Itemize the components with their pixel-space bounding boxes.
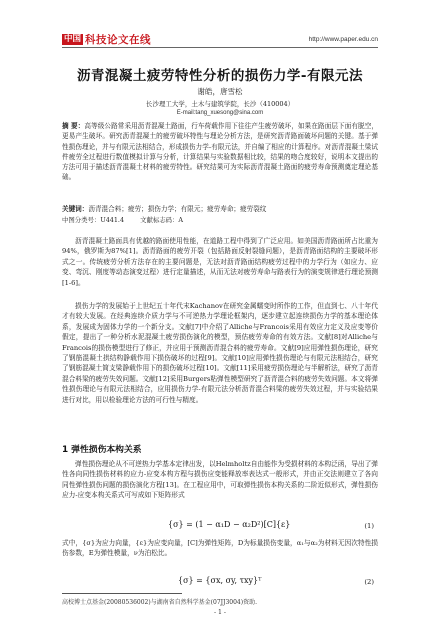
page-number: - 1 - xyxy=(213,609,227,616)
equation-2: {σ} = {σx, σy, τxy}ᵀ xyxy=(178,576,262,585)
paper-authors: 谢皓，唐雪松 xyxy=(197,87,243,96)
abstract-text: 高等级公路常采用沥青混凝土路面，行车荷载作用下往往产生疲劳破坏，如果在路面层下面有脱空，更易产生破坏。研究沥青混凝土的疲劳破坏特性与理论分析方法，是研究沥青路面破坏问题的关键。基于弹性损伤理论，并与有限元法相结合，形成损伤力学-有限元法，并自编了相应的计算程序。对沥青混凝土梁试件疲劳全过程进行数值模拟计算与分析，计算结果与实验数据相比较，结果的吻合度较好，说明本文提出的方法可用于描述沥青混凝土材料的疲劳特性。研究结果可为实际沥青混凝土路面的疲劳寿命预测奠定理论基础。 xyxy=(62,122,379,182)
equation-1: {σ} = (1 − α₁D − α₂D²)[C]{ε} xyxy=(168,520,291,529)
abstract-block xyxy=(62,121,378,183)
keywords-block xyxy=(62,204,378,214)
equation-1-number: (1) xyxy=(364,522,374,530)
page-header xyxy=(0,0,440,50)
header-divider xyxy=(62,47,378,48)
logo-title: 科技论文在线 xyxy=(85,33,152,46)
paper-affiliation: 长沙理工大学，土木与建筑学院，长沙（410004） xyxy=(145,100,295,108)
section-heading: 1 弹性损伤本构关系 xyxy=(62,445,142,455)
site-logo[interactable] xyxy=(62,33,151,45)
footnote-divider xyxy=(62,593,182,594)
equation-2-number: (2) xyxy=(364,578,374,586)
site-url-link[interactable]: http://www.paper.edu.cn xyxy=(308,36,378,43)
section-paragraph-1: 弹性损伤理论从不可逆热力学基本定律出发，以Helmholtz自由能作为受损材料的本构泛函，导出了弹性各向同性损伤材料的应力-应变本构方程与损伤应变能释放率表达式一般形式，并由正交法则建立了各向同性弹性损伤问题的损伤演化方程[13]。在工程应用中，可取弹性损伤本构关系的二阶近似形式，弹性损伤应力-应变本构关系式可写成如下矩阵形式 xyxy=(62,460,378,500)
logo-red-mark: 中国 xyxy=(64,33,82,44)
abstract-label: 摘 要： xyxy=(62,122,85,130)
clc-number: 中图分类号：U441.4 xyxy=(62,216,125,224)
keywords-label: 关键词： xyxy=(62,205,89,213)
intro-paragraph-1: 沥青混凝土路面具有优越的路面使用性能，在道路工程中得到了广泛应用。如美国沥青路面所占比重为94%，俄罗斯为87%[1]。沥青路面的疲劳开裂（包括路面反射裂缝问题），是沥青路面结构的主要破坏形式之一。传统疲劳分析方法存在的主要问题是，无法对沥青路面结构疲劳过程中的力学行为（如应力、应变、弯沉、刚度等动态演变过程）进行定量描述，从而无法对疲劳寿命与路表行为的演变规律进行理论预测[1-6]。 xyxy=(62,237,378,287)
equation-explanation: 式中，{σ}为应力向量，{ε}为应变向量，[C]为弹性矩阵，D为标量损伤变量，α₁与α₂为材料无因次特性损伤参数，E为弹性模量，ν为泊松比。 xyxy=(62,539,378,558)
intro-paragraph-2: 损伤力学的发展始于上世纪五十年代末Kachanov在研究金属蠕变时所作的工作，但直到七、八十年代才有较大发展。在经典连续介质力学与不可逆热力学理论框架内，逐步建立起连续损伤力学的基本理论体系，发展成为固体力学的一个新分支。文献[7]中介绍了Alliche与Francois采用有效应力定义及应变等价假定，提出了一种分析水泥混凝土疲劳损伤演化的模型，预估疲劳寿命的有效方法。文献[8]对Alliche与Francois的损伤模型进行了修正，并应用于预测沥青混合料的疲劳寿命。文献[9]应用弹性损伤理论，研究了钢筋混凝土拱结构静载作用下损伤破坏的过程[9]。文献[10]应用弹性损伤理论与有限元法相结合，研究了钢筋混凝土简支梁静载作用下的损伤破坏过程[10]。文献[11]采用疲劳损伤理论与半解析法，研究了沥青混合料梁的疲劳失效问题。文献[12]采用Burgers粘弹性模型研究了沥青混合料的疲劳失效问题。本文将弹性损伤理论与有限元法相结合，应用损伤力学-有限元法分析沥青混合料梁的疲劳失效过程，并与实验结果进行对比，用以检验理论方法的可行性与精度。 xyxy=(62,302,378,404)
document-code: 文献标志码：A xyxy=(140,216,184,224)
keywords-text: 沥青混合料；疲劳；损伤力学；有限元；疲劳寿命；疲劳裂纹 xyxy=(88,205,267,213)
funding-footnote: 高校博士点基金(20080536002)与湖南省自然科学基金(07JJ3004)资助. xyxy=(62,599,257,606)
classification-block xyxy=(62,215,378,225)
paper-title: 沥青混凝土疲劳特性分析的损伤力学-有限元法 xyxy=(76,68,364,84)
author-email-link[interactable]: E-mail:tang_xuesong@sina.com xyxy=(176,110,264,116)
